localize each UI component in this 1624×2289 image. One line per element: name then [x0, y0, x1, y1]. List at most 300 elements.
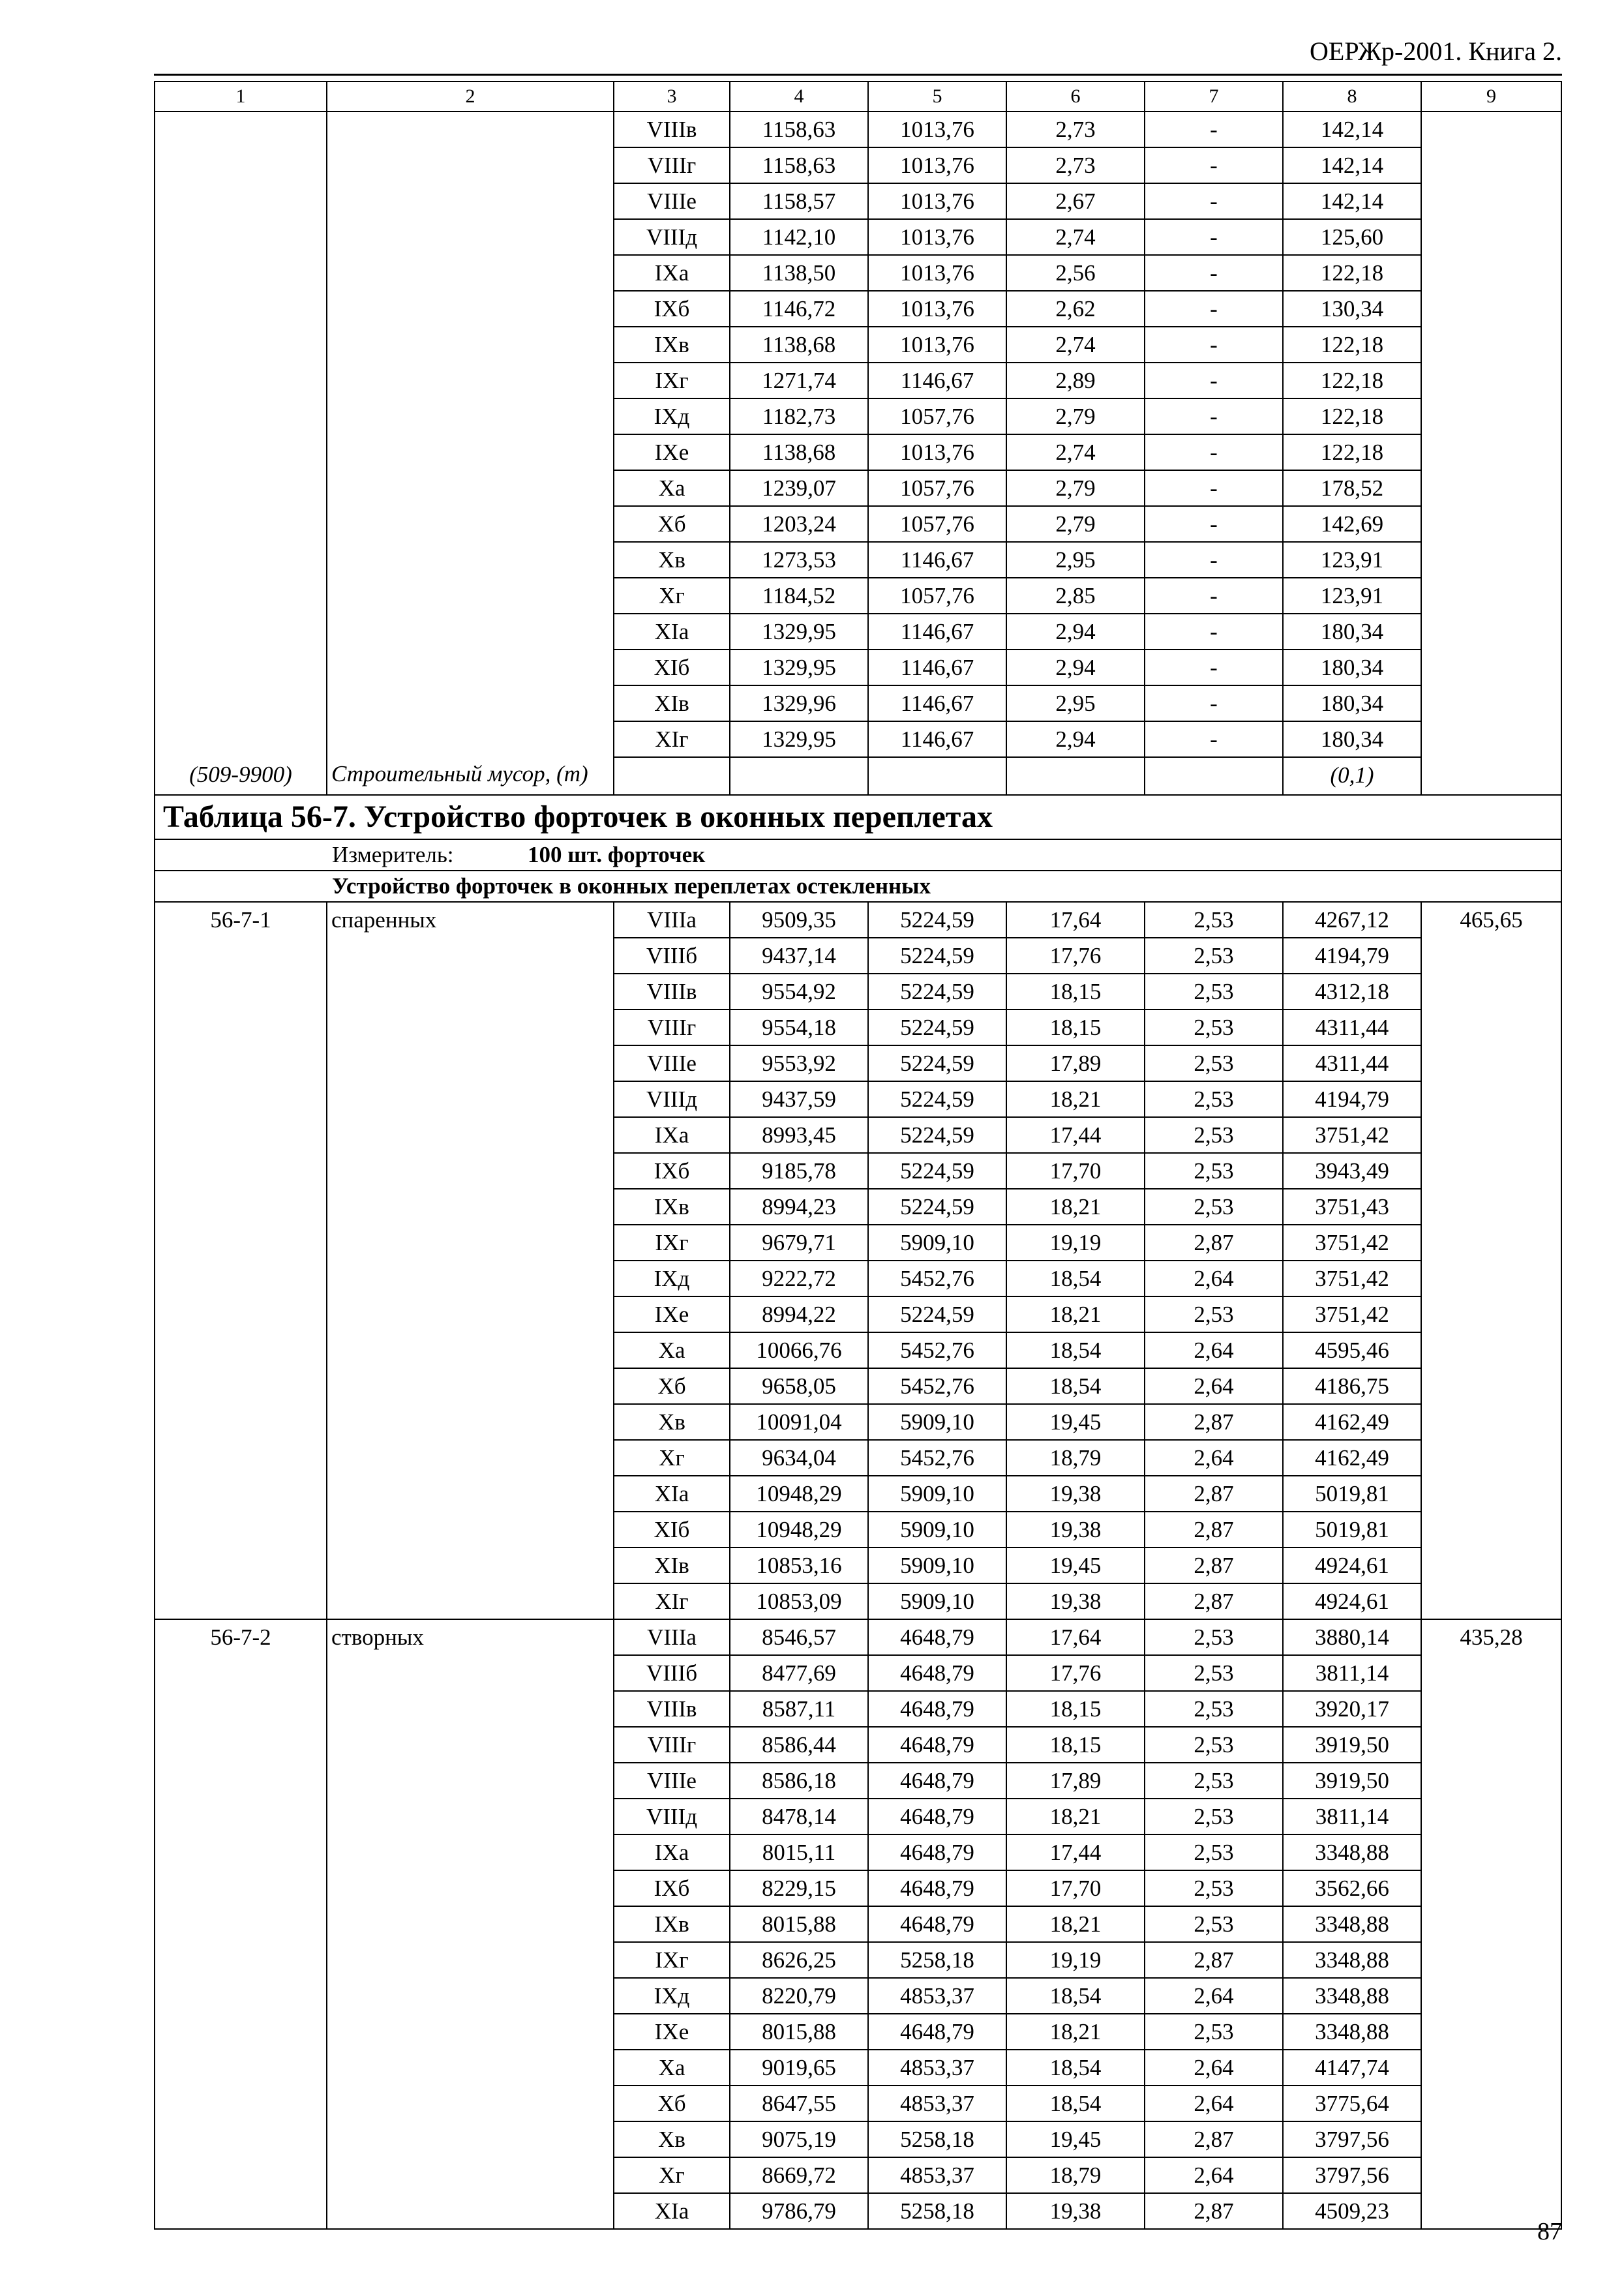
- cell-col6: 19,19: [1006, 1942, 1145, 1978]
- cell-col4: 9553,92: [730, 1045, 868, 1081]
- cell-col7: 2,53: [1145, 2014, 1283, 2050]
- column-number-1: 1: [155, 82, 327, 112]
- cell-col6: 2,94: [1006, 721, 1145, 757]
- cell-col8: 4311,44: [1283, 1010, 1421, 1045]
- cell-col5: 5452,76: [868, 1368, 1006, 1404]
- cell-col6: 17,89: [1006, 1763, 1145, 1799]
- cell-col8: 123,91: [1283, 542, 1421, 578]
- cell-col4: 1329,95: [730, 614, 868, 650]
- cell-zone: IXг: [614, 363, 730, 398]
- cell-zone: Xг: [614, 2157, 730, 2193]
- cell-col7: 2,53: [1145, 1189, 1283, 1225]
- cell-col4: 1329,95: [730, 721, 868, 757]
- cell-zone: VIIIг: [614, 1727, 730, 1763]
- cell-col6: 2,95: [1006, 685, 1145, 721]
- cell-col7: 2,53: [1145, 1153, 1283, 1189]
- cell-col5: 4648,79: [868, 1619, 1006, 1655]
- section-cell: [155, 871, 1561, 902]
- cell-col4: 1182,73: [730, 398, 868, 434]
- cell-col7: -: [1145, 255, 1283, 291]
- cell-col4: 8586,18: [730, 1763, 868, 1799]
- cell-col8: 3811,14: [1283, 1799, 1421, 1834]
- cell-col7: 2,53: [1145, 1010, 1283, 1045]
- meter-label: Измеритель:: [332, 842, 454, 867]
- cell-col5: 1057,76: [868, 398, 1006, 434]
- cell-zone: Xа: [614, 1332, 730, 1368]
- cell-col8: 5019,81: [1283, 1476, 1421, 1512]
- cell-col8: 4924,61: [1283, 1548, 1421, 1583]
- cell-col5: 1013,76: [868, 219, 1006, 255]
- cell-col8: 180,34: [1283, 614, 1421, 650]
- cell-col7: -: [1145, 614, 1283, 650]
- page-header: ОЕРЖр-2001. Книга 2.: [1310, 37, 1562, 66]
- cell-col6: 18,21: [1006, 2014, 1145, 2050]
- cell-col7: 2,87: [1145, 1583, 1283, 1619]
- cell-col8: 3348,88: [1283, 1834, 1421, 1870]
- cell-col6: 18,54: [1006, 2086, 1145, 2121]
- cell-zone: VIIIе: [614, 183, 730, 219]
- column-number-5: 5: [868, 82, 1006, 112]
- cell-col5: 1146,67: [868, 721, 1006, 757]
- cell-col4: 10091,04: [730, 1404, 868, 1440]
- cell-col6: 17,89: [1006, 1045, 1145, 1081]
- cell-col4: 8993,45: [730, 1117, 868, 1153]
- header-rule: [154, 74, 1562, 76]
- cell-col4: 1142,10: [730, 219, 868, 255]
- cell-col5: 5909,10: [868, 1404, 1006, 1440]
- cell-col5: 4648,79: [868, 1799, 1006, 1834]
- cell-col8: 122,18: [1283, 255, 1421, 291]
- cell-col6: 17,76: [1006, 1655, 1145, 1691]
- cell-col6: 18,79: [1006, 1440, 1145, 1476]
- cell-col4: 8546,57: [730, 1619, 868, 1655]
- cell-col5: 5224,59: [868, 1296, 1006, 1332]
- cell-col8: 3562,66: [1283, 1870, 1421, 1906]
- cell-col4: 8626,25: [730, 1942, 868, 1978]
- cell-col4: 9634,04: [730, 1440, 868, 1476]
- cell-col7: 2,64: [1145, 1332, 1283, 1368]
- cell-col8: 4509,23: [1283, 2193, 1421, 2229]
- cell-col5: 4648,79: [868, 2014, 1006, 2050]
- cell-zone: VIIIв: [614, 974, 730, 1010]
- cell-col5: 5452,76: [868, 1332, 1006, 1368]
- cell-zone: IXг: [614, 1942, 730, 1978]
- cell-col4: 8229,15: [730, 1870, 868, 1906]
- cell-col7: 2,53: [1145, 1045, 1283, 1081]
- cell-empty: [730, 757, 868, 795]
- cell-col8: 3751,42: [1283, 1296, 1421, 1332]
- cell-col7: -: [1145, 506, 1283, 542]
- cell-col4: 10066,76: [730, 1332, 868, 1368]
- column-number-8: 8: [1283, 82, 1421, 112]
- cell-col6: 18,21: [1006, 1906, 1145, 1942]
- cell-col7: -: [1145, 398, 1283, 434]
- cell-col7: 2,87: [1145, 2193, 1283, 2229]
- cell-zone: Xб: [614, 506, 730, 542]
- cell-col7: 2,87: [1145, 1476, 1283, 1512]
- cell-zone: XIв: [614, 685, 730, 721]
- cell-col6: 17,64: [1006, 902, 1145, 938]
- cell-col6: 2,95: [1006, 542, 1145, 578]
- cell-col4: 9185,78: [730, 1153, 868, 1189]
- cell-col5: 4648,79: [868, 1906, 1006, 1942]
- cell-col5: 1146,67: [868, 542, 1006, 578]
- cell-col5: 5224,59: [868, 1153, 1006, 1189]
- cell-col6: 19,45: [1006, 2121, 1145, 2157]
- cell-col4: 9509,35: [730, 902, 868, 938]
- cell-col7: 2,53: [1145, 938, 1283, 974]
- item-name: спаренных: [327, 902, 614, 1619]
- cell-zone: Xа: [614, 470, 730, 506]
- cell-zone: Xа: [614, 2050, 730, 2086]
- cell-col6: 19,45: [1006, 1404, 1145, 1440]
- cell-col7: -: [1145, 650, 1283, 685]
- cell-col6: 18,54: [1006, 1261, 1145, 1296]
- cell-col4: 9437,14: [730, 938, 868, 974]
- table-title: Таблица 56-7. Устройство форточек в оконных переплетах: [155, 795, 1561, 839]
- cell-col8: 142,14: [1283, 183, 1421, 219]
- cell-col4: 8647,55: [730, 2086, 868, 2121]
- cell-col6: 2,79: [1006, 470, 1145, 506]
- cell-col8: 3751,43: [1283, 1189, 1421, 1225]
- cell-zone: IXд: [614, 1261, 730, 1296]
- cell-col5: 1013,76: [868, 112, 1006, 147]
- cell-col6: 2,74: [1006, 434, 1145, 470]
- cell-zone: XIг: [614, 721, 730, 757]
- cell-col7: -: [1145, 578, 1283, 614]
- item-code: 56-7-2: [155, 1619, 327, 2229]
- cell-col4: 9075,19: [730, 2121, 868, 2157]
- cell-zone: VIIIд: [614, 1799, 730, 1834]
- cell-col6: 2,74: [1006, 327, 1145, 363]
- cell-col8: 142,14: [1283, 112, 1421, 147]
- cell-col8: 3880,14: [1283, 1619, 1421, 1655]
- cell-col8: 122,18: [1283, 327, 1421, 363]
- cell-zone: Xг: [614, 578, 730, 614]
- cell-col6: 2,79: [1006, 506, 1145, 542]
- cell-col8: 142,14: [1283, 147, 1421, 183]
- cell-col7: 2,53: [1145, 1117, 1283, 1153]
- cell-col5: 5224,59: [868, 1081, 1006, 1117]
- table-row: [155, 902, 1561, 938]
- cell-col4: 9658,05: [730, 1368, 868, 1404]
- cell-zone: IXв: [614, 1906, 730, 1942]
- cell-col4: 8587,11: [730, 1691, 868, 1727]
- page-number: 87: [1537, 2218, 1562, 2245]
- cell-col4: 1184,52: [730, 578, 868, 614]
- cell-col8: 4924,61: [1283, 1583, 1421, 1619]
- cell-col4: 8015,88: [730, 2014, 868, 2050]
- cell-col8: 3919,50: [1283, 1727, 1421, 1763]
- cell-empty: [868, 757, 1006, 795]
- cell-col7: -: [1145, 542, 1283, 578]
- cell-zone: VIIIд: [614, 1081, 730, 1117]
- cell-col5: 5224,59: [868, 1045, 1006, 1081]
- waste-row: [155, 757, 1561, 795]
- cell-zone: Xб: [614, 2086, 730, 2121]
- cell-col4: 1271,74: [730, 363, 868, 398]
- cell-zone: XIб: [614, 650, 730, 685]
- cell-zone: XIа: [614, 1476, 730, 1512]
- cell-col5: 5224,59: [868, 1189, 1006, 1225]
- cell-zone: VIIIа: [614, 1619, 730, 1655]
- cell-zone: IXа: [614, 255, 730, 291]
- cell-col4: 1239,07: [730, 470, 868, 506]
- cell-zone: VIIIв: [614, 112, 730, 147]
- cell-col7: 2,87: [1145, 1548, 1283, 1583]
- cell-col8: 3348,88: [1283, 1978, 1421, 2014]
- cell-zone: XIб: [614, 1512, 730, 1548]
- cell-zone: IXг: [614, 1225, 730, 1261]
- cell-col4: 10948,29: [730, 1512, 868, 1548]
- cell-col7: 2,87: [1145, 1942, 1283, 1978]
- cell-zone: VIIIб: [614, 938, 730, 974]
- cell-zone: VIIIв: [614, 1691, 730, 1727]
- cell-col5: 5224,59: [868, 1010, 1006, 1045]
- cell-col8: 3811,14: [1283, 1655, 1421, 1691]
- rates-table-body: [155, 82, 1561, 2229]
- cell-col7: 2,53: [1145, 1081, 1283, 1117]
- cell-zone: IXа: [614, 1117, 730, 1153]
- cell-col6: 17,76: [1006, 938, 1145, 974]
- cell-col6: 2,56: [1006, 255, 1145, 291]
- cell-col6: 17,64: [1006, 1619, 1145, 1655]
- cell-col5: 5909,10: [868, 1583, 1006, 1619]
- cell-col8: 3751,42: [1283, 1225, 1421, 1261]
- cell-zone: VIIIг: [614, 1010, 730, 1045]
- column-number-4: 4: [730, 82, 868, 112]
- cell-col7: -: [1145, 147, 1283, 183]
- cell-col7: -: [1145, 721, 1283, 757]
- cell-col4: 8994,22: [730, 1296, 868, 1332]
- cell-zone: IXв: [614, 327, 730, 363]
- cell-zone: VIIIа: [614, 902, 730, 938]
- cell-col7: 2,53: [1145, 1296, 1283, 1332]
- column-number-3: 3: [614, 82, 730, 112]
- cell-col5: 5909,10: [868, 1548, 1006, 1583]
- cell-col6: 19,38: [1006, 2193, 1145, 2229]
- cell-col7: 2,64: [1145, 2157, 1283, 2193]
- cell-zone: XIа: [614, 614, 730, 650]
- cell-col4: 1158,63: [730, 112, 868, 147]
- cell-col6: 2,85: [1006, 578, 1145, 614]
- cell-col8: 180,34: [1283, 685, 1421, 721]
- cell-col5: 1013,76: [868, 291, 1006, 327]
- cell-zone: IXб: [614, 1153, 730, 1189]
- cell-col8: 122,18: [1283, 363, 1421, 398]
- rates-table: [154, 81, 1562, 2230]
- cell-col5: 1146,67: [868, 650, 1006, 685]
- cell-col6: 17,70: [1006, 1870, 1145, 1906]
- cell-col7: -: [1145, 470, 1283, 506]
- cell-col8: 3943,49: [1283, 1153, 1421, 1189]
- waste-code: (509-9900): [155, 757, 327, 795]
- item-col9: 435,28: [1421, 1619, 1561, 2229]
- cell-col7: 2,64: [1145, 1368, 1283, 1404]
- cell-col4: 1203,24: [730, 506, 868, 542]
- cell-empty: [1006, 757, 1145, 795]
- cell-col7: -: [1145, 685, 1283, 721]
- cell-col8: 4162,49: [1283, 1440, 1421, 1476]
- column-number-9: 9: [1421, 82, 1561, 112]
- cell-col4: 8994,23: [730, 1189, 868, 1225]
- cell-col8: 4186,75: [1283, 1368, 1421, 1404]
- cell-col4: 1158,57: [730, 183, 868, 219]
- cell-col8: 3797,56: [1283, 2121, 1421, 2157]
- cell-col5: 4648,79: [868, 1655, 1006, 1691]
- meter-cell: [155, 839, 1561, 871]
- table-title-row: [155, 795, 1561, 839]
- cell-col5: 1146,67: [868, 614, 1006, 650]
- cell-col8: 130,34: [1283, 291, 1421, 327]
- cell-col5: 5224,59: [868, 1117, 1006, 1153]
- cell-col8: 122,18: [1283, 434, 1421, 470]
- cell-col4: 8586,44: [730, 1727, 868, 1763]
- cell-col7: 2,53: [1145, 1727, 1283, 1763]
- cell-col7: 2,53: [1145, 1655, 1283, 1691]
- cell-col5: 1057,76: [868, 470, 1006, 506]
- cell-zone: IXб: [614, 1870, 730, 1906]
- cell-col6: 17,44: [1006, 1117, 1145, 1153]
- cell-col4: 1138,68: [730, 434, 868, 470]
- cell-col4: 1329,96: [730, 685, 868, 721]
- cell-zone: Xв: [614, 2121, 730, 2157]
- cell-col4: 1146,72: [730, 291, 868, 327]
- table-row: [155, 112, 1561, 147]
- cell-col4: 10853,09: [730, 1583, 868, 1619]
- cell-desc-empty: [327, 112, 614, 757]
- column-number-6: 6: [1006, 82, 1145, 112]
- cell-col5: 5258,18: [868, 2121, 1006, 2157]
- cell-col5: 4648,79: [868, 1691, 1006, 1727]
- cell-col6: 18,21: [1006, 1081, 1145, 1117]
- cell-zone: IXе: [614, 2014, 730, 2050]
- cell-col8: 123,91: [1283, 578, 1421, 614]
- cell-zone: VIIIд: [614, 219, 730, 255]
- waste-description: Строительный мусор, (т): [327, 757, 614, 795]
- cell-col5: 1013,76: [868, 255, 1006, 291]
- cell-col5: 1013,76: [868, 147, 1006, 183]
- cell-col5: 4648,79: [868, 1870, 1006, 1906]
- cell-zone: VIIIе: [614, 1763, 730, 1799]
- cell-col4: 8220,79: [730, 1978, 868, 2014]
- cell-col8: 3348,88: [1283, 1906, 1421, 1942]
- cell-col8: 178,52: [1283, 470, 1421, 506]
- cell-col5: 1013,76: [868, 183, 1006, 219]
- cell-col6: 17,44: [1006, 1834, 1145, 1870]
- cell-col5: 5258,18: [868, 1942, 1006, 1978]
- cell-col8: 3775,64: [1283, 2086, 1421, 2121]
- cell-col7: 2,64: [1145, 1440, 1283, 1476]
- cell-col4: 8015,88: [730, 1906, 868, 1942]
- cell-col4: 9554,92: [730, 974, 868, 1010]
- cell-col7: 2,53: [1145, 1870, 1283, 1906]
- cell-col6: 2,89: [1006, 363, 1145, 398]
- cell-col5: 5909,10: [868, 1225, 1006, 1261]
- cell-col6: 19,38: [1006, 1476, 1145, 1512]
- cell-zone: VIIIе: [614, 1045, 730, 1081]
- cell-col8: 3920,17: [1283, 1691, 1421, 1727]
- cell-col7: -: [1145, 183, 1283, 219]
- cell-zone: Xб: [614, 1368, 730, 1404]
- cell-col7: 2,64: [1145, 1978, 1283, 2014]
- cell-col6: 18,21: [1006, 1296, 1145, 1332]
- cell-col4: 1329,95: [730, 650, 868, 685]
- cell-col4: 8477,69: [730, 1655, 868, 1691]
- cell-col6: 18,21: [1006, 1189, 1145, 1225]
- cell-col5: 4648,79: [868, 1834, 1006, 1870]
- cell-col5: 5258,18: [868, 2193, 1006, 2229]
- cell-col7: -: [1145, 327, 1283, 363]
- cell-zone: IXд: [614, 1978, 730, 2014]
- cell-col4: 9019,65: [730, 2050, 868, 2086]
- cell-zone: IXа: [614, 1834, 730, 1870]
- cell-col7: 2,87: [1145, 2121, 1283, 2157]
- cell-col5: 5224,59: [868, 974, 1006, 1010]
- cell-col6: 18,54: [1006, 1978, 1145, 2014]
- cell-col5: 4648,79: [868, 1727, 1006, 1763]
- cell-col4: 9679,71: [730, 1225, 868, 1261]
- cell-col8: 3751,42: [1283, 1261, 1421, 1296]
- cell-col7: 2,53: [1145, 1906, 1283, 1942]
- cell-col6: 19,38: [1006, 1583, 1145, 1619]
- cell-col5: 5452,76: [868, 1261, 1006, 1296]
- cell-zone: VIIIб: [614, 1655, 730, 1691]
- cell-col7: 2,53: [1145, 1619, 1283, 1655]
- cell-col4: 9554,18: [730, 1010, 868, 1045]
- cell-col6: 2,94: [1006, 614, 1145, 650]
- cell-col4: 10853,16: [730, 1548, 868, 1583]
- cell-col6: 19,19: [1006, 1225, 1145, 1261]
- cell-col5: 1146,67: [868, 685, 1006, 721]
- cell-col6: 2,62: [1006, 291, 1145, 327]
- cell-zone: VIIIг: [614, 147, 730, 183]
- cell-col8: 125,60: [1283, 219, 1421, 255]
- cell-col7: 2,53: [1145, 1691, 1283, 1727]
- cell-col6: 18,54: [1006, 2050, 1145, 2086]
- cell-zone: IXе: [614, 434, 730, 470]
- cell-col7: 2,87: [1145, 1512, 1283, 1548]
- cell-col6: 2,73: [1006, 112, 1145, 147]
- cell-col7: 2,53: [1145, 1799, 1283, 1834]
- cell-col8: 3348,88: [1283, 2014, 1421, 2050]
- cell-col4: 8669,72: [730, 2157, 868, 2193]
- cell-col6: 19,38: [1006, 1512, 1145, 1548]
- cell-col7: -: [1145, 363, 1283, 398]
- cell-col8: 4311,44: [1283, 1045, 1421, 1081]
- cell-empty: [614, 757, 730, 795]
- cell-col5: 5452,76: [868, 1440, 1006, 1476]
- cell-col5: 1057,76: [868, 506, 1006, 542]
- item-code: 56-7-1: [155, 902, 327, 1619]
- cell-col8: 3919,50: [1283, 1763, 1421, 1799]
- cell-col5: 1013,76: [868, 434, 1006, 470]
- cell-zone: IXе: [614, 1296, 730, 1332]
- column-number-row: [155, 82, 1561, 112]
- cell-col8: 3797,56: [1283, 2157, 1421, 2193]
- cell-col5: 1146,67: [868, 363, 1006, 398]
- cell-col5: 1013,76: [868, 327, 1006, 363]
- cell-col7: 2,53: [1145, 1834, 1283, 1870]
- waste-value: (0,1): [1283, 757, 1421, 795]
- cell-col7: 2,64: [1145, 2086, 1283, 2121]
- cell-col5: 4648,79: [868, 1763, 1006, 1799]
- cell-zone: IXд: [614, 398, 730, 434]
- cell-col6: 2,94: [1006, 650, 1145, 685]
- cell-col6: 18,21: [1006, 1799, 1145, 1834]
- cell-col4: 1138,68: [730, 327, 868, 363]
- cell-zone: IXв: [614, 1189, 730, 1225]
